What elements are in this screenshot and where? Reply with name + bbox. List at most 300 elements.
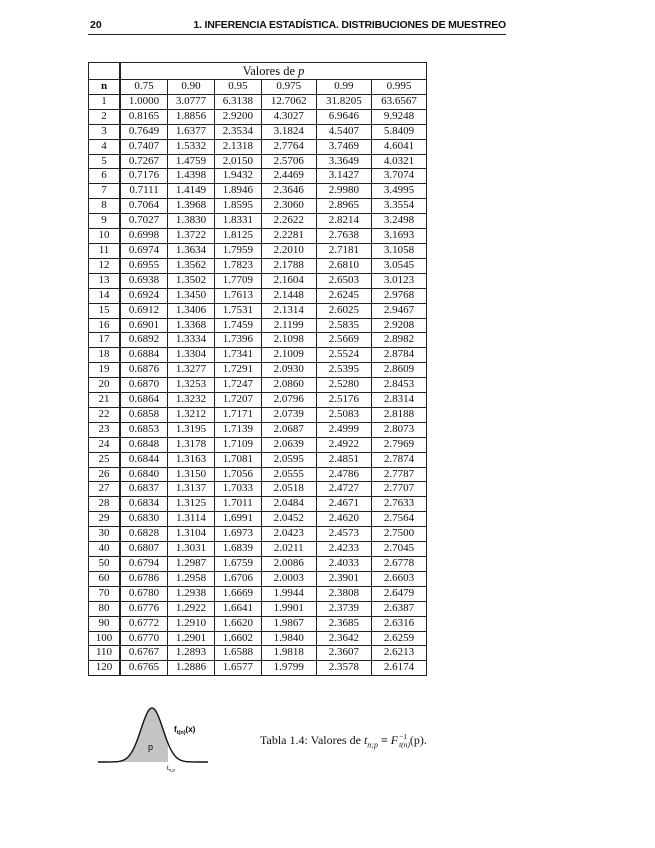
quantile-cell: 1.6620 [214,616,261,631]
quantile-cell: 3.3554 [371,199,426,214]
table-row [89,437,427,452]
density-func: f [174,725,177,734]
quantile-cell: 2.4573 [316,527,371,542]
density-arg: (x) [185,725,196,734]
degrees-of-freedom-cell: 90 [89,616,121,631]
quantile-cell: 2.3808 [316,586,371,601]
quantile-cell: 2.6778 [371,557,426,572]
quantile-cell: 1.3277 [168,363,215,378]
degrees-of-freedom-cell: 26 [89,467,121,482]
quantile-cell: 1.7709 [214,273,261,288]
quantile-cell: 2.9467 [371,303,426,318]
quantile-cell: 1.7171 [214,407,261,422]
table-row [89,154,427,169]
quantile-cell: 2.2281 [261,229,316,244]
quantile-cell: 1.7291 [214,363,261,378]
quantile-cell: 1.7613 [214,288,261,303]
quantile-cell: 63.6567 [371,94,426,109]
quantile-cell: 1.9799 [261,661,316,676]
quantile-cell: 1.4759 [168,154,215,169]
quantile-cell: 0.6837 [120,482,168,497]
table-row [89,586,427,601]
quantile-cell: 2.4999 [316,422,371,437]
quantile-cell: 0.7176 [120,169,168,184]
quantile-cell: 2.4786 [316,467,371,482]
table-row [89,94,427,109]
quantile-cell: 2.3060 [261,199,316,214]
quantile-cell: 2.6810 [316,258,371,273]
degrees-of-freedom-cell: 29 [89,512,121,527]
quantile-cell: 2.7764 [261,139,316,154]
quantile-cell: 1.3830 [168,214,215,229]
degrees-of-freedom-cell: 20 [89,378,121,393]
quantile-cell: 0.6844 [120,452,168,467]
quantile-cell: 2.0739 [261,407,316,422]
table-row [89,631,427,646]
quantile-cell: 0.7407 [120,139,168,154]
quantile-cell: 3.1824 [261,124,316,139]
p-header: 0.90 [168,80,215,95]
quantile-cell: 1.8595 [214,199,261,214]
caption-func-sup: −1 [399,732,408,742]
quantile-cell: 1.2958 [168,571,215,586]
quantile-cell: 2.7045 [371,542,426,557]
t-distribution-table [88,62,427,676]
degrees-of-freedom-cell: 22 [89,407,121,422]
quantile-cell: 2.6603 [371,571,426,586]
quantile-cell: 1.3104 [168,527,215,542]
quantile-cell: 1.9432 [214,169,261,184]
quantile-cell: 2.6316 [371,616,426,631]
degrees-of-freedom-cell: 60 [89,571,121,586]
quantile-cell: 1.9867 [261,616,316,631]
quantile-cell: 2.7633 [371,497,426,512]
degrees-of-freedom-cell: 15 [89,303,121,318]
quantile-cell: 2.0639 [261,437,316,452]
quantile-cell: 2.3642 [316,631,371,646]
degrees-of-freedom-cell: 11 [89,243,121,258]
quantile-cell: 2.8982 [371,333,426,348]
quantile-cell: 2.6503 [316,273,371,288]
quantile-cell: 6.3138 [214,94,261,109]
quantile-cell: 1.6973 [214,527,261,542]
quantile-cell: 2.5835 [316,318,371,333]
quantile-cell: 0.7649 [120,124,168,139]
quantile-cell: 3.4995 [371,184,426,199]
quantile-cell: 0.6834 [120,497,168,512]
degrees-of-freedom-cell: 40 [89,542,121,557]
degrees-of-freedom-cell: 1 [89,94,121,109]
quantile-cell: 2.5176 [316,393,371,408]
quantile-cell: 2.3685 [316,616,371,631]
quantile-cell: 0.6892 [120,333,168,348]
quantile-cell: 2.0211 [261,542,316,557]
table-row [89,184,427,199]
quantile-cell: 0.6858 [120,407,168,422]
quantile-cell: 1.8125 [214,229,261,244]
degrees-of-freedom-cell: 14 [89,288,121,303]
caption-var-sub: n;p [367,740,378,750]
quantile-cell: 4.3027 [261,109,316,124]
quantile-cell: 1.3968 [168,199,215,214]
quantile-cell: 1.7011 [214,497,261,512]
quantile-cell: 2.8188 [371,407,426,422]
table-row [89,601,427,616]
quantile-cell: 2.7707 [371,482,426,497]
quantile-cell: 1.9901 [261,601,316,616]
quantile-cell: 0.6780 [120,586,168,601]
table-row [89,661,427,676]
quantile-cell: 2.5706 [261,154,316,169]
quantile-cell: 3.2498 [371,214,426,229]
table-row [89,214,427,229]
quantile-cell: 1.6706 [214,571,261,586]
table-row [89,467,427,482]
quantile-cell: 1.3450 [168,288,215,303]
caption-func-arg: (p). [409,733,427,747]
quantile-cell: 2.0687 [261,422,316,437]
quantile-cell: 2.4851 [316,452,371,467]
quantile-cell: 1.3137 [168,482,215,497]
quantile-cell: 0.6924 [120,288,168,303]
quantile-cell: 6.9646 [316,109,371,124]
table-row [89,482,427,497]
degrees-of-freedom-cell: 100 [89,631,121,646]
table-row [89,288,427,303]
quantile-cell: 2.4033 [316,557,371,572]
quantile-cell: 3.0777 [168,94,215,109]
quantile-cell: 1.5332 [168,139,215,154]
quantile-cell: 2.0150 [214,154,261,169]
quantile-cell: 0.6864 [120,393,168,408]
quantile-cell: 2.5395 [316,363,371,378]
quantile-cell: 2.5083 [316,407,371,422]
quantile-cell: 2.6025 [316,303,371,318]
quantile-cell: 2.1604 [261,273,316,288]
quantile-cell: 0.6974 [120,243,168,258]
n-header: n [89,80,121,95]
quantile-cell: 1.3195 [168,422,215,437]
quantile-cell: 1.3722 [168,229,215,244]
quantile-label [167,766,175,772]
chapter-title: 1. INFERENCIA ESTADÍSTICA. DISTRIBUCIONES DE MUESTREO [193,19,506,31]
quantile-cell: 0.6955 [120,258,168,273]
quantile-cell: 1.6759 [214,557,261,572]
quantile-cell: 0.6876 [120,363,168,378]
quantile-cell: 1.7081 [214,452,261,467]
quantile-sub: n,p [168,767,175,772]
quantile-cell: 2.6213 [371,646,426,661]
table-title [120,63,427,80]
quantile-cell: 31.8205 [316,94,371,109]
degrees-of-freedom-cell: 4 [89,139,121,154]
p-header: 0.99 [316,80,371,95]
quantile-cell: 5.8409 [371,124,426,139]
quantile-cell: 1.3562 [168,258,215,273]
quantile-cell: 2.0555 [261,467,316,482]
degrees-of-freedom-cell: 2 [89,109,121,124]
table-row [89,333,427,348]
quantile-cell: 1.2987 [168,557,215,572]
table-row [89,318,427,333]
quantile-cell: 1.3212 [168,407,215,422]
quantile-cell: 2.1009 [261,348,316,363]
quantile-cell: 1.4149 [168,184,215,199]
quantile-cell: 2.0423 [261,527,316,542]
quantile-cell: 1.7531 [214,303,261,318]
table-title-text: Valores de [242,64,296,78]
quantile-cell: 2.8965 [316,199,371,214]
degrees-of-freedom-cell: 25 [89,452,121,467]
quantile-cell: 0.6830 [120,512,168,527]
quantile-cell: 1.8946 [214,184,261,199]
quantile-cell: 2.7500 [371,527,426,542]
table-row [89,407,427,422]
quantile-cell: 2.9768 [371,288,426,303]
quantile-cell: 2.0003 [261,571,316,586]
quantile-cell: 2.9980 [316,184,371,199]
quantile-cell: 1.3163 [168,452,215,467]
table-row [89,378,427,393]
quantile-cell: 1.3406 [168,303,215,318]
quantile-cell: 1.7247 [214,378,261,393]
quantile-cell: 0.7267 [120,154,168,169]
quantile-cell: 2.6174 [371,661,426,676]
degrees-of-freedom-cell: 19 [89,363,121,378]
quantile-cell: 2.4671 [316,497,371,512]
table-row [89,616,427,631]
quantile-cell: 0.6848 [120,437,168,452]
table-row [89,646,427,661]
quantile-cell: 1.9944 [261,586,316,601]
quantile-cell: 2.5524 [316,348,371,363]
caption-text: Valores de [310,733,361,747]
quantile-cell: 0.6767 [120,646,168,661]
quantile-cell: 2.6387 [371,601,426,616]
p-header: 0.995 [371,80,426,95]
quantile-cell: 2.9200 [214,109,261,124]
quantile-cell: 2.1314 [261,303,316,318]
p-header: 0.75 [120,80,168,95]
degrees-of-freedom-cell: 18 [89,348,121,363]
quantile-cell: 0.6901 [120,318,168,333]
quantile-cell: 2.4922 [316,437,371,452]
quantile-cell: 1.2938 [168,586,215,601]
degrees-of-freedom-cell: 120 [89,661,121,676]
quantile-cell: 1.3253 [168,378,215,393]
quantile-cell: 2.7787 [371,467,426,482]
quantile-cell: 1.7823 [214,258,261,273]
degrees-of-freedom-cell: 12 [89,258,121,273]
table-row [89,303,427,318]
quantile-cell: 2.5669 [316,333,371,348]
table-row [89,452,427,467]
table-row [89,527,427,542]
quantile-cell: 2.3901 [316,571,371,586]
quantile-cell: 2.6259 [371,631,426,646]
degrees-of-freedom-cell: 7 [89,184,121,199]
table-row [89,497,427,512]
quantile-cell: 2.3739 [316,601,371,616]
caption-var: t [363,733,368,747]
degrees-of-freedom-cell: 8 [89,199,121,214]
quantile-cell: 4.6041 [371,139,426,154]
quantile-cell: 2.8609 [371,363,426,378]
quantile-cell: 0.7111 [120,184,168,199]
table-row [89,169,427,184]
quantile-cell: 2.7638 [316,229,371,244]
table-header-row [89,80,427,95]
degrees-of-freedom-cell: 10 [89,229,121,244]
quantile-cell: 1.6991 [214,512,261,527]
table-row [89,422,427,437]
quantile-cell: 2.7874 [371,452,426,467]
quantile-cell: 9.9248 [371,109,426,124]
table-row [89,348,427,363]
degrees-of-freedom-cell: 6 [89,169,121,184]
quantile-cell: 1.6839 [214,542,261,557]
quantile-cell: 2.1098 [261,333,316,348]
quantile-cell: 2.3646 [261,184,316,199]
quantile-cell: 0.6884 [120,348,168,363]
quantile-cell: 2.4727 [316,482,371,497]
quantile-cell: 2.8073 [371,422,426,437]
quantile-cell: 0.6807 [120,542,168,557]
quantile-cell: 1.3634 [168,243,215,258]
quantile-cell: 2.6245 [316,288,371,303]
degrees-of-freedom-cell: 13 [89,273,121,288]
quantile-cell: 2.4469 [261,169,316,184]
density-label [174,725,196,736]
degrees-of-freedom-cell: 16 [89,318,121,333]
caption-label: Tabla 1.4: [260,733,308,747]
quantile-cell: 2.3534 [214,124,261,139]
quantile-cell: 3.1058 [371,243,426,258]
quantile-cell: 0.7064 [120,199,168,214]
quantile-cell: 2.8214 [316,214,371,229]
quantile-cell: 1.6588 [214,646,261,661]
quantile-cell: 2.0086 [261,557,316,572]
quantile-cell: 2.5280 [316,378,371,393]
degrees-of-freedom-cell: 21 [89,393,121,408]
running-header [88,18,506,35]
quantile-cell: 2.2010 [261,243,316,258]
quantile-cell: 2.8314 [371,393,426,408]
quantile-cell: 1.2910 [168,616,215,631]
table-row [89,124,427,139]
quantile-cell: 1.6577 [214,661,261,676]
table-caption [260,733,427,749]
quantile-cell: 1.7109 [214,437,261,452]
quantile-cell: 3.7074 [371,169,426,184]
quantile-cell: 1.2893 [168,646,215,661]
quantile-cell: 2.7181 [316,243,371,258]
quantile-cell: 12.7062 [261,94,316,109]
quantile-cell: 1.3232 [168,393,215,408]
degrees-of-freedom-cell: 50 [89,557,121,572]
table-row [89,557,427,572]
quantile-cell: 2.0930 [261,363,316,378]
t-density-figure [96,700,216,772]
quantile-cell: 1.3114 [168,512,215,527]
quantile-cell: 1.3334 [168,333,215,348]
quantile-cell: 0.6912 [120,303,168,318]
quantile-cell: 1.7459 [214,318,261,333]
quantile-cell: 2.9208 [371,318,426,333]
table-row [89,229,427,244]
degrees-of-freedom-cell: 27 [89,482,121,497]
quantile-cell: 2.0595 [261,452,316,467]
page-number: 20 [90,19,102,31]
quantile-cell: 2.4620 [316,512,371,527]
quantile-cell: 1.9840 [261,631,316,646]
quantile-cell: 2.8453 [371,378,426,393]
quantile-cell: 2.0796 [261,393,316,408]
quantile-cell: 2.3578 [316,661,371,676]
table-row [89,258,427,273]
density-sub: t(n) [176,730,186,736]
table-row [89,199,427,214]
quantile-cell: 1.3502 [168,273,215,288]
quantile-cell: 2.6479 [371,586,426,601]
quantile-cell: 1.3031 [168,542,215,557]
p-header: 0.95 [214,80,261,95]
quantile-cell: 0.6828 [120,527,168,542]
table-row [89,393,427,408]
quantile-cell: 0.6794 [120,557,168,572]
quantile-cell: 1.8856 [168,109,215,124]
quantile-cell: 1.4398 [168,169,215,184]
quantile-cell: 1.6669 [214,586,261,601]
quantile-cell: 1.7341 [214,348,261,363]
quantile-cell: 0.6938 [120,273,168,288]
table-row [89,109,427,124]
quantile-cell: 3.7469 [316,139,371,154]
table-title-var: p [298,64,305,78]
quantile-cell: 4.5407 [316,124,371,139]
quantile-cell: 3.0123 [371,273,426,288]
quantile-cell: 0.6853 [120,422,168,437]
caption-func: F [390,733,399,747]
table-row [89,139,427,154]
table-title-row [89,63,427,80]
quantile-cell: 0.8165 [120,109,168,124]
quantile-cell: 2.4233 [316,542,371,557]
table-row [89,512,427,527]
shaded-area-p [98,708,168,762]
quantile-cell: 1.6602 [214,631,261,646]
quantile-cell: 1.7139 [214,422,261,437]
quantile-t: t [167,766,169,772]
corner-cell [89,63,121,80]
quantile-cell: 1.7396 [214,333,261,348]
quantile-cell: 2.3607 [316,646,371,661]
degrees-of-freedom-cell: 28 [89,497,121,512]
quantile-cell: 0.6786 [120,571,168,586]
quantile-cell: 1.3304 [168,348,215,363]
table-row [89,542,427,557]
quantile-cell: 4.0321 [371,154,426,169]
degrees-of-freedom-cell: 5 [89,154,121,169]
table-row [89,243,427,258]
quantile-cell: 0.6772 [120,616,168,631]
degrees-of-freedom-cell: 80 [89,601,121,616]
quantile-cell: 2.0860 [261,378,316,393]
quantile-cell: 1.3150 [168,467,215,482]
degrees-of-freedom-cell: 9 [89,214,121,229]
quantile-cell: 3.1427 [316,169,371,184]
degrees-of-freedom-cell: 110 [89,646,121,661]
